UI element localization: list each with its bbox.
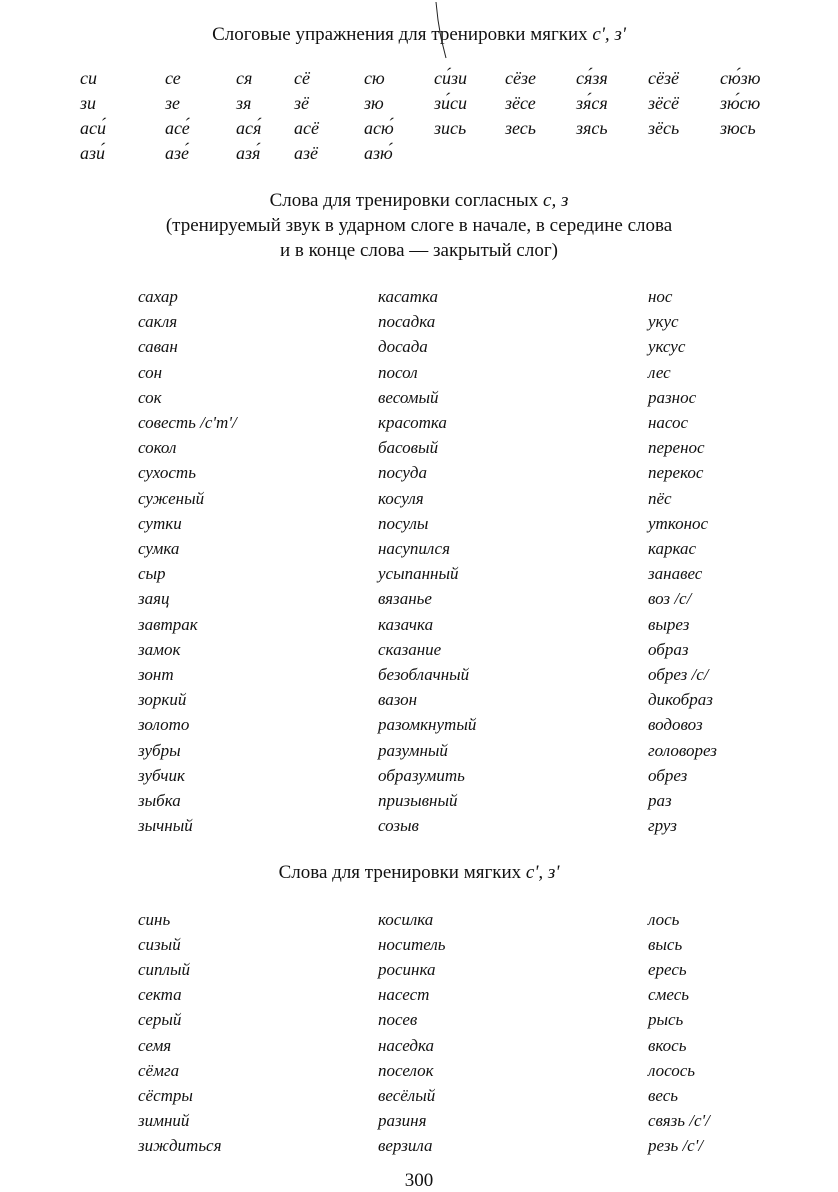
word-cell: насупился	[378, 539, 450, 558]
word-cell: совесть /с'т'/	[138, 413, 237, 432]
word-cell: вазон	[378, 690, 418, 710]
word-cell: посол	[378, 362, 418, 382]
syllable-cell: ся	[236, 68, 253, 88]
syllable-cell: азя́	[236, 143, 261, 163]
syllable-cell: сю	[364, 68, 385, 88]
word-cell: лосось	[648, 1060, 696, 1080]
heading-line-1	[0, 188, 838, 213]
word-cell: завтрак	[138, 614, 198, 634]
heading-text: Слова для тренировки мягких	[278, 862, 522, 883]
word-cell: сёстры	[138, 1085, 193, 1105]
word-cell: посулы	[378, 513, 429, 533]
word-cell: сахар	[138, 287, 178, 306]
syllable-cell: си	[80, 68, 97, 88]
word-cell: сумка	[138, 539, 180, 558]
word-cell: разнос	[648, 387, 697, 407]
word-cell: саван	[138, 337, 178, 357]
syllable-cell: зюсь	[720, 118, 756, 138]
word-cell: лось	[648, 910, 680, 929]
syllable-cell: сю́зю	[720, 68, 761, 88]
word-cell: вкось	[648, 1035, 687, 1055]
syllable-cell: зя	[236, 93, 252, 113]
syllable-cell: азё	[294, 143, 319, 163]
word-cell: наседка	[378, 1035, 435, 1055]
heading-text: Слоговые упражнения для тренировки мягких	[212, 24, 588, 45]
word-cell: косуля	[378, 488, 424, 508]
word-cell: смесь	[648, 985, 689, 1005]
word-cell: сиплый	[138, 960, 190, 980]
word-cell: усыпанный	[378, 564, 459, 584]
word-cell: весёлый	[378, 1085, 436, 1105]
word-cell: замок	[138, 639, 181, 659]
syllable-cell: сёзе	[505, 68, 536, 88]
syllable-cell: зись	[434, 118, 467, 138]
word-cell: росинка	[378, 960, 436, 980]
word-cell: каркас	[648, 539, 697, 558]
word-cell: синь	[138, 910, 171, 929]
syllable-cell: азю́	[364, 143, 393, 163]
word-cell: безоблачный	[378, 665, 470, 684]
heading-letters: с, з	[543, 190, 569, 211]
heading-letters: с', з'	[592, 24, 626, 45]
word-cell: сок	[138, 387, 162, 407]
word-cell: семя	[138, 1035, 172, 1055]
word-cell: зубры	[138, 740, 181, 760]
word-cell: сёмга	[138, 1060, 180, 1080]
heading-letters: с', з'	[525, 862, 560, 883]
word-cell: носитель	[378, 935, 446, 955]
word-cell: весь	[648, 1085, 678, 1105]
word-cell: нос	[648, 287, 673, 306]
syllable-cell: аси́	[80, 118, 106, 138]
syllable-cell: зи́си	[434, 93, 468, 113]
word-cell: водовоз	[648, 715, 703, 735]
word-cell: обрез	[648, 765, 688, 785]
syllable-cell: зёсё	[648, 93, 679, 113]
word-cell: разумный	[378, 740, 448, 760]
word-cell: разомкнутый	[378, 715, 477, 735]
word-cell: насос	[648, 413, 689, 432]
word-cell: вырез	[648, 614, 690, 634]
word-cell: посев	[378, 1010, 418, 1030]
section-heading-soft	[0, 860, 838, 885]
word-cell: призывный	[378, 791, 458, 810]
word-cell: дикобраз	[648, 690, 713, 710]
word-cell: зубчик	[138, 765, 185, 785]
word-cell: зычный	[138, 816, 193, 836]
syllable-cell: зесь	[505, 118, 536, 138]
word-cell: сакля	[138, 312, 178, 332]
syllable-cell: ася́	[236, 118, 262, 138]
word-cell: касатка	[378, 287, 438, 306]
syllable-cell: зёсь	[648, 118, 680, 138]
word-cell: верзила	[378, 1135, 433, 1155]
word-cell: суженый	[138, 488, 205, 508]
syllable-cell: зи	[80, 93, 97, 113]
word-cell: заяц	[138, 589, 170, 609]
word-cell: посуда	[378, 463, 428, 483]
word-cell: сухость	[138, 463, 196, 483]
syllable-cell: зясь	[576, 118, 608, 138]
word-cell: зиждиться	[138, 1135, 222, 1155]
word-cell: раз	[648, 791, 672, 810]
heading-line-2: (тренируемый звук в ударном слоге в начале, в середине слова	[165, 215, 673, 236]
word-cell: укус	[648, 312, 679, 332]
syllable-cell: си́зи	[434, 68, 468, 88]
word-cell: перенос	[648, 438, 705, 458]
pen-mark-line	[0, 0, 838, 100]
syllable-cell: ази́	[80, 143, 106, 163]
word-cell: вязанье	[378, 589, 432, 609]
syllable-cell: зе	[165, 93, 181, 113]
syllable-cell: зё	[294, 93, 310, 113]
word-cell: перекос	[648, 463, 704, 483]
word-cell: образ	[648, 639, 689, 659]
word-cell: созыв	[378, 816, 419, 836]
word-cell: красотка	[378, 413, 447, 432]
word-cell: связь /с'/	[648, 1110, 710, 1130]
word-cell: разиня	[378, 1110, 427, 1130]
syllable-cell: асе́	[165, 118, 190, 138]
word-cell: рысь	[648, 1010, 684, 1030]
word-cell: головорез	[648, 740, 717, 760]
word-cell: секта	[138, 985, 182, 1005]
word-cell: досада	[378, 337, 428, 357]
word-cell: казачка	[378, 614, 434, 634]
word-cell: посадка	[378, 312, 436, 332]
word-cell: косилка	[378, 910, 434, 929]
word-cell: насест	[378, 985, 430, 1005]
word-cell: уксус	[648, 337, 686, 357]
syllable-cell: сёзё	[648, 68, 679, 88]
word-cell: зимний	[138, 1110, 190, 1130]
syllable-cell: зю	[364, 93, 384, 113]
syllable-cell: зю́сю	[720, 93, 761, 113]
syllable-cell: азе́	[165, 143, 190, 163]
word-cell: пёс	[648, 488, 672, 508]
word-cell: зыбка	[138, 791, 181, 810]
word-cell: сказание	[378, 639, 442, 659]
syllable-cell: асё	[294, 118, 319, 138]
section-heading-words	[0, 188, 838, 263]
word-cell: резь /с'/	[648, 1135, 704, 1155]
word-cell: поселок	[378, 1060, 434, 1080]
word-cell: золото	[138, 715, 190, 735]
word-cell: образумить	[378, 765, 465, 785]
syllable-cell: ся́зя	[576, 68, 608, 88]
word-cell: груз	[648, 816, 677, 836]
syllable-cell: зя́ся	[576, 93, 608, 113]
word-cell: занавес	[648, 564, 703, 584]
syllable-cell: се	[165, 68, 181, 88]
syllable-cell: зёсе	[505, 93, 536, 113]
word-cell: ересь	[648, 960, 687, 980]
word-cell: весомый	[378, 387, 439, 407]
heading-text: Слова для тренировки согласных	[269, 190, 539, 211]
heading-line-3: и в конце слова — закрытый слог)	[280, 240, 558, 261]
word-cell: серый	[138, 1010, 182, 1030]
syllable-cell: асю́	[364, 118, 394, 138]
page-number: 300	[404, 1170, 434, 1191]
word-cell: зонт	[138, 665, 174, 684]
syllable-cell: сё	[294, 68, 310, 88]
word-cell: лес	[648, 362, 671, 382]
word-cell: сыр	[138, 564, 166, 584]
word-cell: басовый	[378, 438, 439, 458]
word-cell: сокол	[138, 438, 177, 458]
word-cell: сизый	[138, 935, 181, 955]
word-cell: сутки	[138, 513, 182, 533]
word-cell: обрез /с/	[648, 665, 709, 684]
word-cell: воз /с/	[648, 589, 692, 609]
word-cell: высь	[648, 935, 683, 955]
word-cell: сон	[138, 362, 163, 382]
word-cell: зоркий	[138, 690, 187, 710]
word-cell: утконос	[648, 513, 709, 533]
